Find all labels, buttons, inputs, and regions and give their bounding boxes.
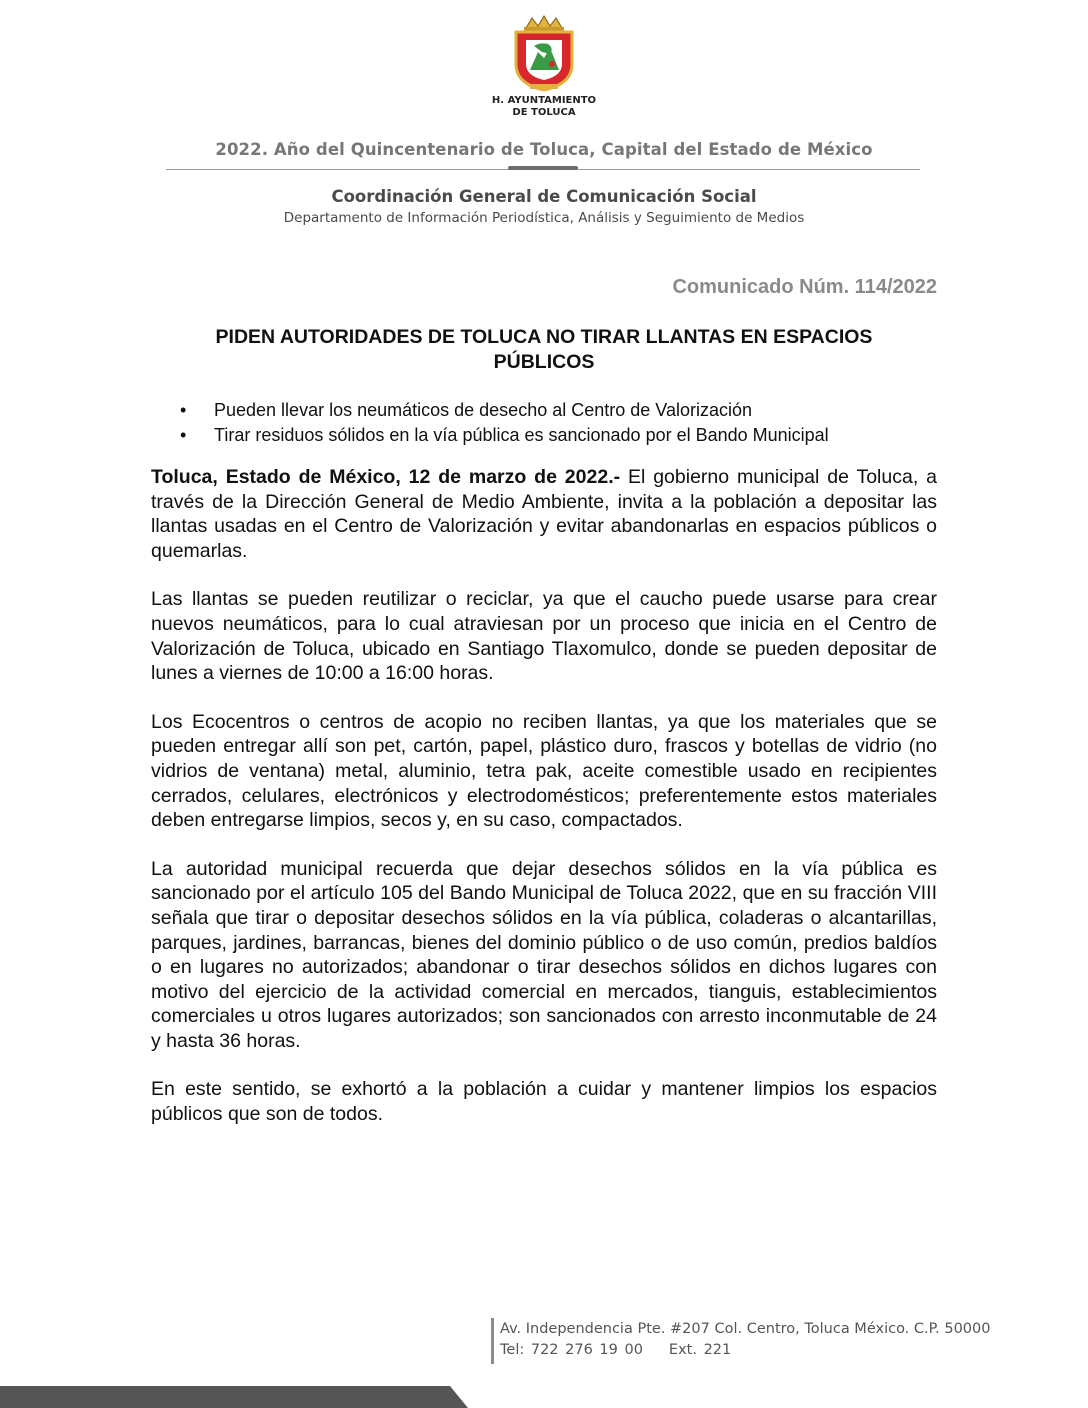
headline-line-1: PIDEN AUTORIDADES DE TOLUCA NO TIRAR LLANTAS EN ESPACIOS: [215, 326, 873, 348]
bullet-item: [180, 423, 829, 448]
bullet-text: Tirar residuos sólidos en la vía pública es sancionado por el Bando Municipal: [214, 425, 829, 445]
footer-ext: Ext. 221: [668, 1342, 732, 1358]
paragraph-5: En este sentido, se exhortó a la población a cuidar y mantener limpios los espacios públicos que son de todos.: [151, 1078, 937, 1126]
bullet-text: Pueden llevar los neumáticos de desecho al Centro de Valorización: [214, 400, 752, 420]
footer-divider: [491, 1318, 494, 1364]
footer-address: Av. Independencia Pte. #207 Col. Centro, Toluca México. C.P. 50000: [500, 1321, 991, 1337]
release-number: Comunicado Núm. 114/2022: [672, 276, 937, 298]
footer-band: [0, 1386, 470, 1408]
paragraph-2: Las llantas se pueden reutilizar o reciclar, ya que el caucho puede usarse para crear nuevos neumáticos, para lo cual atraviesan por un proceso que inicia en el Centro de Valorización de Toluca, ubicado en Santiago Tlaxomulco, donde se pueden depositar de lunes a viernes de 10:00 a 16:00 horas.: [151, 588, 937, 685]
bullet-item: [180, 398, 829, 423]
coat-of-arms-icon: [504, 14, 584, 94]
department-title: Departamento de Información Periodística, Análisis y Seguimiento de Medios: [283, 210, 805, 226]
press-release-body: [151, 465, 937, 1151]
header-divider-accent: [508, 166, 578, 170]
paragraph-4: La autoridad municipal recuerda que dejar desechos sólidos en la vía pública es sancionado por el artículo 105 del Bando Municipal de Toluca 2022, que en su fracción VIII señala que tirar o depositar desechos sólidos en la vía pública, coladeras o alcantarillas, parques, jardines, barrancas, bienes del dominio público o de uso común, predios baldíos o en lugares no autorizados; abandonar o tirar desechos sólidos en dichos lugares con motivo del ejercicio de la actividad comercial en mercados, tianguis, establecimientos comerciales u otros lugares autorizados; son sancionados con arresto inconmutable de 24 y hasta 36 horas.: [151, 857, 937, 1052]
logo-text-line1: H. AYUNTAMIENTO: [491, 95, 597, 106]
summary-bullet-list: [180, 398, 829, 448]
year-title: 2022. Año del Quincentenario de Toluca, Capital del Estado de México: [215, 140, 873, 159]
coordination-title: Coordinación General de Comunicación Social: [331, 187, 757, 206]
paragraph-1-text: El gobierno municipal de Toluca, a través de la Dirección General de Medio Ambiente, invita a la población a depositar las llantas usadas en el Centro de Valorización y evitar abandonarlas en espacios públicos o quemarlas.: [151, 466, 937, 562]
press-release-headline: [160, 325, 928, 375]
toluca-coat-of-arms-logo: [484, 14, 604, 118]
footer-phone: [500, 1342, 731, 1358]
paragraph-1: [151, 465, 937, 563]
headline-line-2: PÚBLICOS: [493, 351, 595, 373]
paragraph-3: Los Ecocentros o centros de acopio no reciben llantas, ya que los materiales que se pueden entregar allí son pet, cartón, papel, plástico duro, frascos y botellas de vidrio (no vidrios de ventana) metal, aluminio, tetra pak, aceite comestible usado en recipientes cerrados, celulares, electrónicos y electrodomésticos; preferentemente estos materiales deben entregarse limpios, secos y, en su caso, compactados.: [151, 710, 937, 832]
bullet-dot-icon: •: [180, 425, 187, 445]
bullet-dot-icon: •: [180, 400, 187, 420]
footer-tel: Tel: 722 276 19 00: [500, 1342, 643, 1358]
logo-text-line2: DE TOLUCA: [512, 107, 576, 118]
dateline: Toluca, Estado de México, 12 de marzo de 2022.-: [151, 466, 621, 488]
